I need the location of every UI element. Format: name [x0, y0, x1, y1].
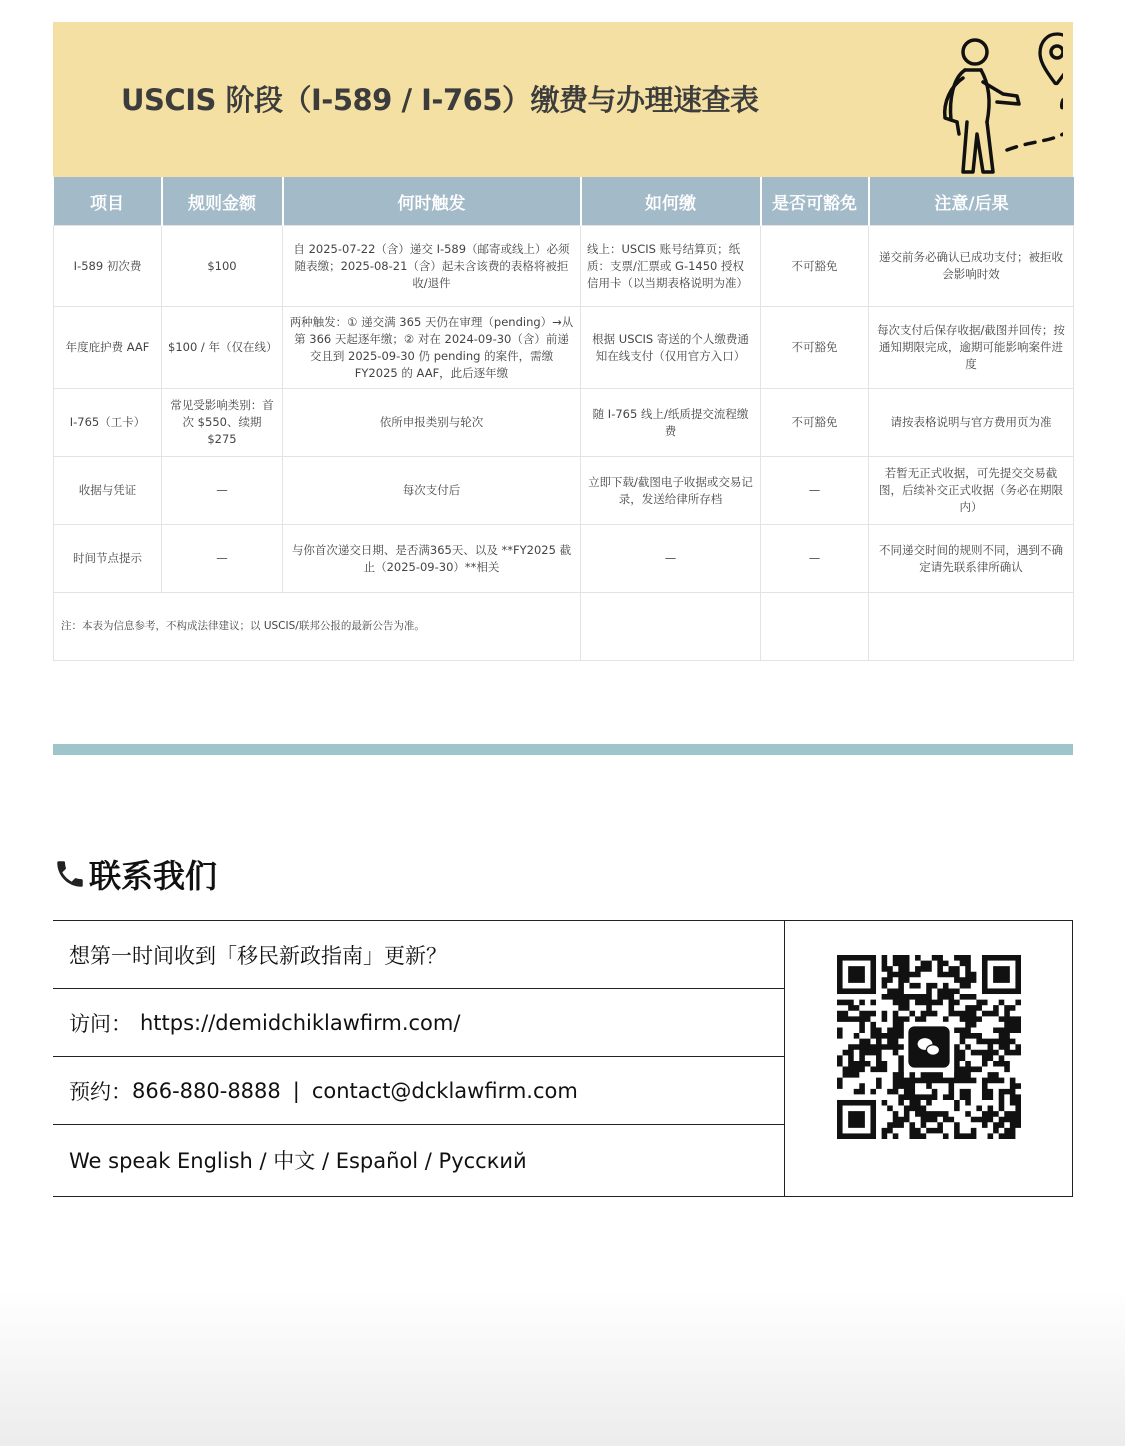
table-cell: 立即下载/截图电子收据或交易记录，发送给律所存档 — [581, 457, 761, 525]
table-cell: $100 / 年（仅在线） — [162, 307, 283, 389]
phone-icon — [53, 857, 87, 891]
website-link[interactable]: https://demidchiklawfirm.com/ — [140, 1010, 461, 1035]
qr-finder — [982, 955, 1021, 994]
header-waivable: 是否可豁免 — [761, 177, 869, 226]
qr-cell — [784, 921, 1073, 1196]
fee-table — [53, 177, 1074, 661]
table-cell: 递交前务必确认已成功支付；被拒收会影响时效 — [869, 226, 1074, 307]
table-cell: 每次支付后 — [283, 457, 581, 525]
table-cell: 年度庇护费 AAF — [54, 307, 162, 389]
table-cell-empty — [581, 593, 761, 661]
separator: | — [292, 1078, 300, 1103]
wechat-bubble — [927, 1045, 940, 1055]
table-cell: 时间节点提示 — [54, 525, 162, 593]
table-row — [54, 457, 1074, 525]
table-cell: 不可豁免 — [761, 226, 869, 307]
appointment-row — [53, 1057, 784, 1125]
subscribe-text: 想第一时间收到「移民新政指南」更新？ — [69, 943, 447, 968]
header-payment: 如何缴 — [581, 177, 761, 226]
table-cell: — — [162, 525, 283, 593]
table-cell: 两种触发：① 递交满 365 天仍在审理（pending）→从第 366 天起逐年缴；② 对在 2024-09-30（含）前递交且到 2025-09-30 仍 pending 的案件，需缴 FY2025 的 AAF，此后逐年缴 — [283, 307, 581, 389]
header-trigger: 何时触发 — [283, 177, 581, 226]
contact-box — [53, 920, 1073, 1197]
contact-rows — [53, 921, 784, 1196]
appointment-label: 预约： — [69, 1079, 132, 1104]
table-cell: 若暂无正式收据，可先提交交易截图，后续补交正式收据（务必在期限内） — [869, 457, 1074, 525]
wechat-qr-code[interactable] — [837, 955, 1021, 1139]
contact-heading — [53, 852, 217, 896]
table-cell: — — [162, 457, 283, 525]
table-row — [54, 525, 1074, 593]
table-cell-empty — [761, 593, 869, 661]
table-cell: — — [761, 525, 869, 593]
table-cell: 收据与凭证 — [54, 457, 162, 525]
table-cell: 根据 USCIS 寄送的个人缴费通知在线支付（仅用官方入口） — [581, 307, 761, 389]
table-cell-empty — [869, 593, 1074, 661]
table-row — [54, 307, 1074, 389]
table-cell: 不可豁免 — [761, 307, 869, 389]
languages-text: We speak English / 中文 / Español / Русский — [69, 1148, 527, 1173]
languages-row — [53, 1125, 784, 1194]
phone-link[interactable]: 866-880-8888 — [132, 1078, 281, 1103]
table-cell: 自 2025-07-22（含）递交 I-589（邮寄或线上）必须随表缴；2025-08-21（含）起未含该费的表格将被拒收/退件 — [283, 226, 581, 307]
title-banner — [53, 22, 1073, 177]
table-cell: I-765（工卡） — [54, 389, 162, 457]
walking-person-icon — [883, 30, 1063, 175]
contact-title: 联系我们 — [89, 857, 218, 895]
header-amount: 规则金额 — [162, 177, 283, 226]
table-cell: 线上：USCIS 账号结算页；纸质：支票/汇票或 G-1450 授权信用卡（以当期表格说明为准） — [581, 226, 761, 307]
subscribe-row — [53, 921, 784, 989]
table-row — [54, 226, 1074, 307]
table-cell: — — [761, 457, 869, 525]
visit-label: 访问： — [69, 1011, 132, 1036]
table-cell: 依所申报类别与轮次 — [283, 389, 581, 457]
visit-row — [53, 989, 784, 1057]
table-cell: I-589 初次费 — [54, 226, 162, 307]
table-header-row — [54, 177, 1074, 226]
header-notes: 注意/后果 — [869, 177, 1074, 226]
table-cell: 常见受影响类别：首次 $550、续期 $275 — [162, 389, 283, 457]
table-cell: 随 I-765 线上/纸质提交流程缴费 — [581, 389, 761, 457]
header-item: 项目 — [54, 177, 162, 226]
table-cell: 不可豁免 — [761, 389, 869, 457]
table-cell: — — [581, 525, 761, 593]
table-cell: $100 — [162, 226, 283, 307]
table-cell: 请按表格说明与官方费用页为准 — [869, 389, 1074, 457]
table-cell: 每次支付后保存收据/截图并回传；按通知期限完成，逾期可能影响案件进度 — [869, 307, 1074, 389]
qr-finder — [837, 1100, 876, 1139]
table-cell: 与你首次递交日期、是否满365天、以及 **FY2025 截止（2025-09-30）**相关 — [283, 525, 581, 593]
page-title: USCIS 阶段（I-589 / I-765）缴费与办理速查表 — [121, 83, 759, 117]
email-link[interactable]: contact@dcklawfirm.com — [311, 1078, 578, 1103]
section-divider — [53, 744, 1073, 755]
table-cell: 不同递交时间的规则不同，遇到不确定请先联系律所确认 — [869, 525, 1074, 593]
table-row — [54, 389, 1074, 457]
qr-finder — [837, 955, 876, 994]
footnote-row — [54, 593, 1074, 661]
table-footnote: 注：本表为信息参考，不构成法律建议；以 USCIS/联邦公报的最新公告为准。 — [54, 593, 581, 661]
